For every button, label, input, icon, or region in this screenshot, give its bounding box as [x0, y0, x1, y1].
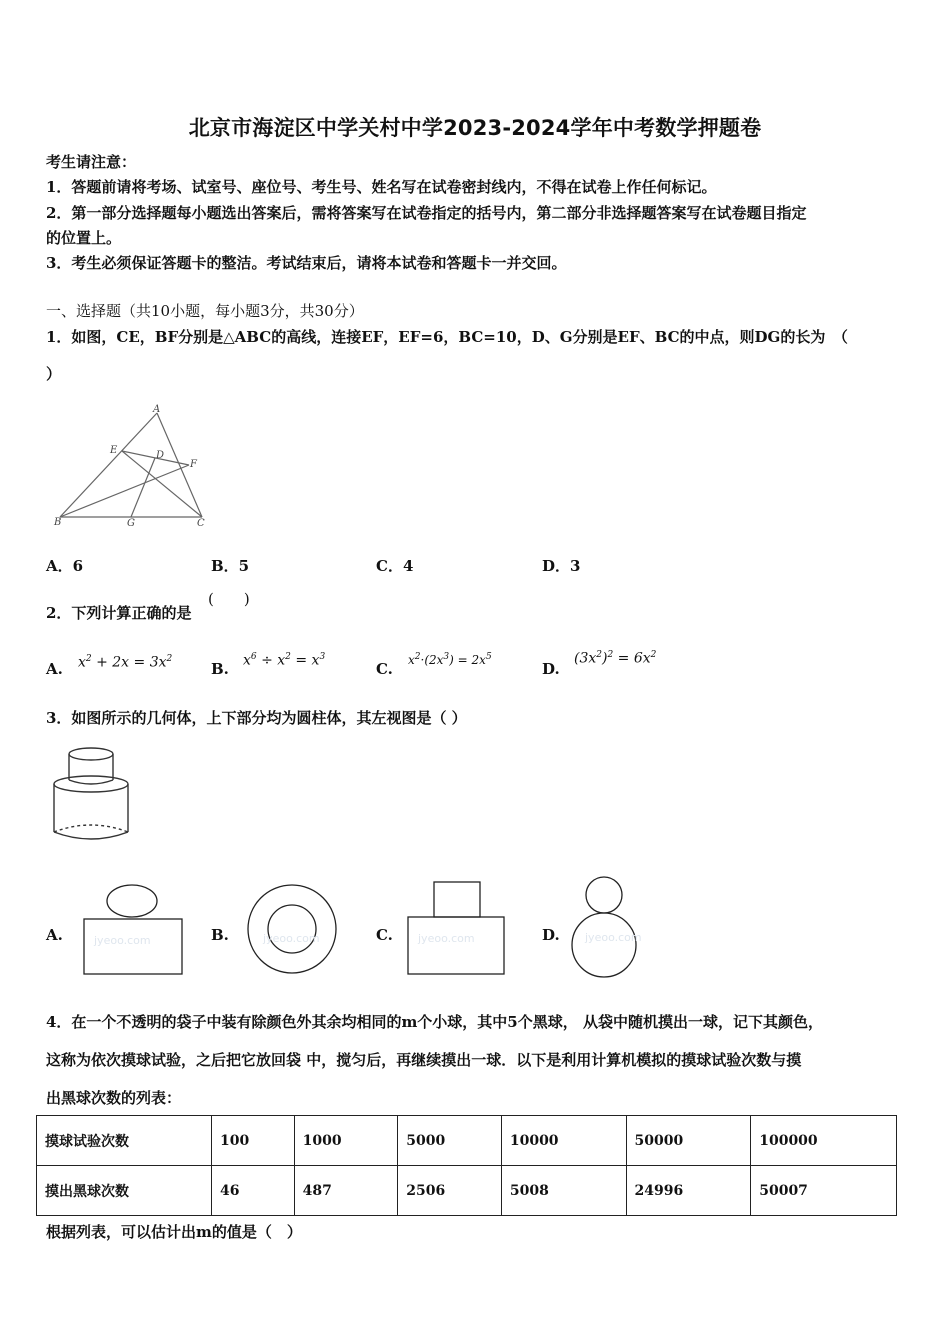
q3-option-c-view: [406, 880, 506, 978]
watermark-d: jyeoo.com: [585, 931, 642, 944]
question-2-paren: ( ): [208, 590, 250, 608]
label-a: A: [153, 404, 161, 415]
q3-option-d-view: [571, 875, 641, 981]
table-cell: 46: [212, 1166, 295, 1216]
q3-option-b-view: [245, 882, 339, 976]
q2-option-b-formula: $x^6 \div x^2 = x^3$: [243, 652, 326, 669]
q2-option-d-formula: $(3x^2)^2 = 6x^2$: [574, 650, 657, 667]
table-cell: 487: [294, 1166, 398, 1216]
question-3-text: 3．如图所示的几何体，上下部分均为圆柱体，其左视图是（ ）: [46, 709, 467, 727]
table-cell: 100000: [751, 1116, 897, 1166]
table-cell: 100: [212, 1116, 295, 1166]
q2-option-c-letter[interactable]: C.: [376, 660, 393, 678]
question-4-line-2: 这称为依次摸球试验，之后把它放回袋 中，搅匀后，再继续摸出一球．以下是利用计算机模拟的摸球试验次数与摸: [46, 1051, 802, 1069]
question-1-text-cont: ）: [46, 365, 62, 383]
table-cell: 10000: [501, 1116, 626, 1166]
q3-option-c-letter[interactable]: C.: [376, 926, 393, 944]
notice-item-2-cont: 的位置上。: [46, 229, 122, 247]
section-heading: 一、选择题（共10小题，每小题3分，共30分）: [46, 302, 364, 320]
q2-option-a-formula: $x^2 + 2x = 3x^2$: [78, 654, 173, 671]
table-cell: 摸球试验次数: [37, 1116, 212, 1166]
notice-heading: 考生请注意：: [46, 153, 137, 171]
trial-table: [36, 1115, 897, 1216]
watermark-c: jyeoo.com: [418, 932, 475, 945]
q3-option-a-letter[interactable]: A.: [46, 926, 63, 944]
table-cell: 50000: [626, 1116, 751, 1166]
table-cell: 5000: [398, 1116, 502, 1166]
question-4-line-3: 出黑球次数的列表：: [46, 1089, 182, 1107]
q1-option-c[interactable]: C．4: [376, 557, 414, 575]
table-cell: 摸出黑球次数: [37, 1166, 212, 1216]
table-cell: 24996: [626, 1166, 751, 1216]
label-g: G: [127, 518, 135, 529]
q1-option-d[interactable]: D．3: [542, 557, 581, 575]
q3-option-a-view: [82, 880, 184, 978]
watermark-a: jyeoo.com: [94, 934, 151, 947]
notice-item-2: 2．第一部分选择题每小题选出答案后，需将答案写在试卷指定的括号内，第二部分非选择题答案写在试卷题目指定: [46, 204, 807, 222]
question-2-text: 2．下列计算正确的是: [46, 604, 192, 622]
q2-option-b-letter[interactable]: B.: [211, 660, 229, 678]
question-1-text: 1．如图，CE，BF分别是△ABC的高线，连接EF，EF=6，BC=10，D、G分别是EF、BC的中点，则DG的长为 （: [46, 328, 848, 346]
label-b: B: [54, 517, 62, 528]
table-cell: 2506: [398, 1166, 502, 1216]
label-c: C: [197, 518, 205, 529]
cylinder-solid-figure: [50, 742, 135, 852]
q2-option-c-formula: $x^2\cdot(2x^3) = 2x^5$: [408, 652, 492, 667]
label-f: F: [190, 459, 197, 470]
table-row: [37, 1166, 897, 1216]
table-row: [37, 1116, 897, 1166]
q3-option-d-letter[interactable]: D.: [542, 926, 560, 944]
q2-option-a-letter[interactable]: A.: [46, 660, 63, 678]
q1-option-b[interactable]: B．5: [211, 557, 250, 575]
notice-item-1: 1．答题前请将考场、试室号、座位号、考生号、姓名写在试卷密封线内，不得在试卷上作任何标记。: [46, 178, 717, 196]
notice-item-3: 3．考生必须保证答题卡的整洁。考试结束后，请将本试卷和答题卡一并交回。: [46, 254, 567, 272]
watermark-b: jyeoo.com: [263, 932, 320, 945]
q3-option-b-letter[interactable]: B.: [211, 926, 229, 944]
label-e: E: [110, 445, 118, 456]
q1-option-a[interactable]: A．6: [46, 557, 84, 575]
label-d: D: [156, 450, 165, 461]
table-cell: 50007: [751, 1166, 897, 1216]
page-title: 北京市海淀区中学关村中学2023-2024学年中考数学押题卷: [188, 116, 762, 140]
table-cell: 1000: [294, 1116, 398, 1166]
question-4-after-table: 根据列表，可以估计出m的值是（ ）: [46, 1223, 302, 1241]
question-4-line-1: 4．在一个不透明的袋子中装有除颜色外其余均相同的m个小球，其中5个黑球， 从袋中随机摸出一球，记下其颜色，: [46, 1013, 823, 1031]
triangle-figure: [52, 405, 222, 530]
table-cell: 5008: [501, 1166, 626, 1216]
q2-option-d-letter[interactable]: D.: [542, 660, 560, 678]
